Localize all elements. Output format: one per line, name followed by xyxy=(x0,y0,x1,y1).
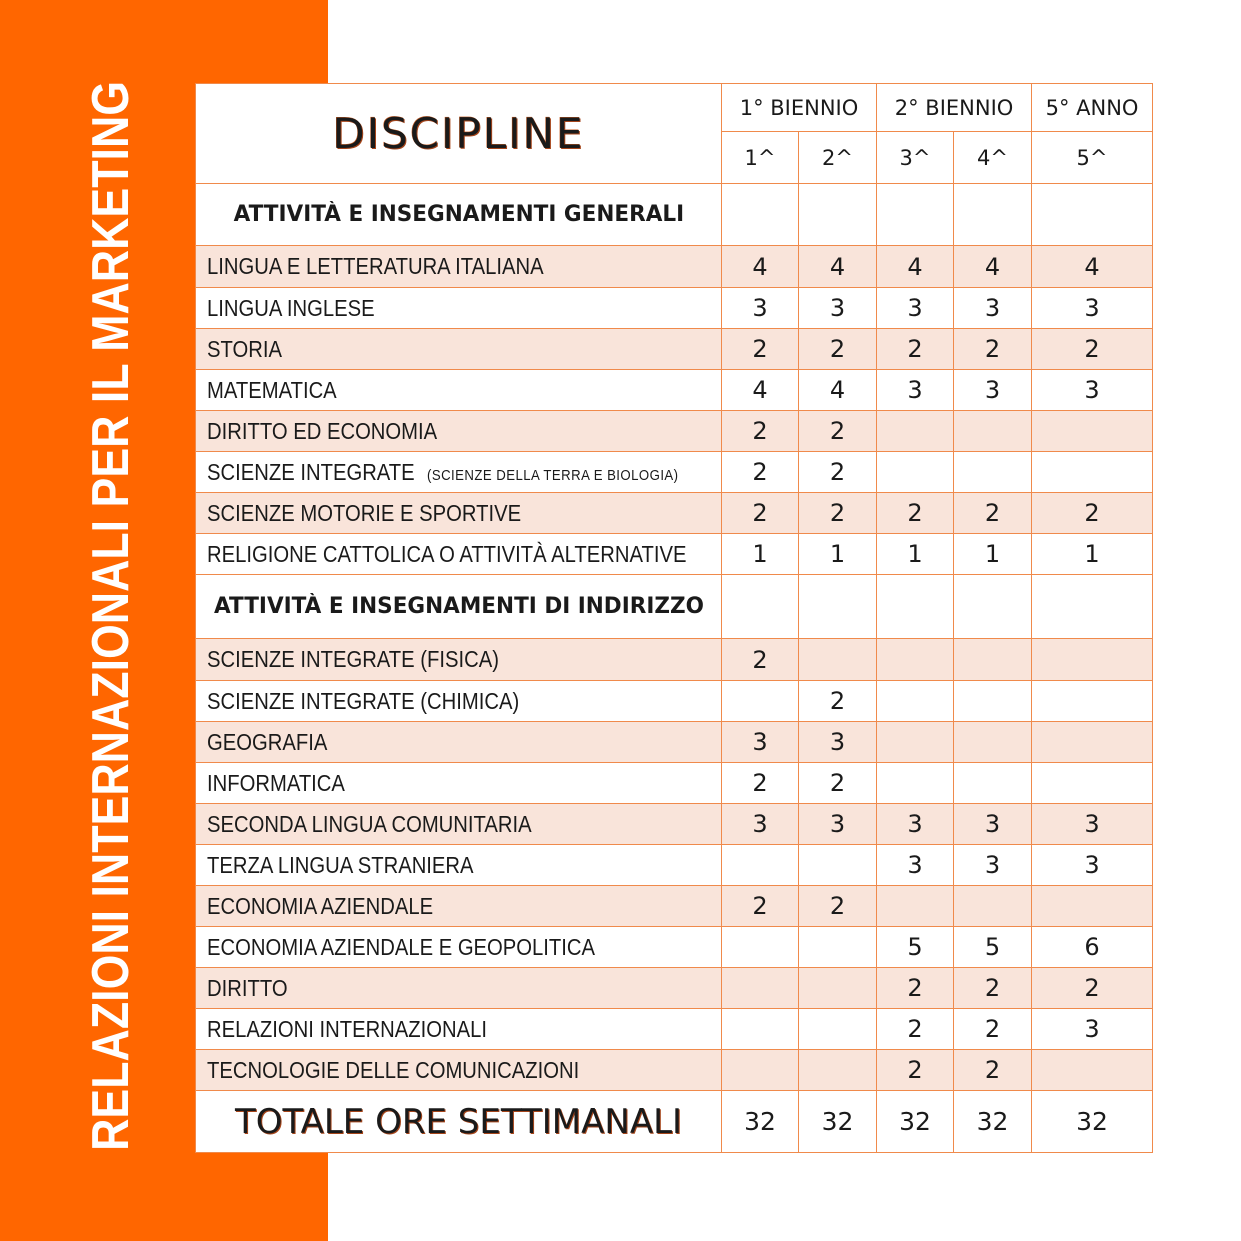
subject-cell: DIRITTO ED ECONOMIA xyxy=(196,411,722,452)
hours-cell: 6 xyxy=(1032,927,1153,968)
hours-cell: 4 xyxy=(1032,246,1153,288)
hours-cell: 2 xyxy=(1032,329,1153,370)
section-row-specialization xyxy=(196,575,1153,639)
hours-cell: 2 xyxy=(799,329,877,370)
header-row-groups xyxy=(196,84,1153,132)
hours-cell: 1 xyxy=(954,534,1032,575)
table-row xyxy=(196,681,1153,722)
table-row xyxy=(196,534,1153,575)
subject-cell: TECNOLOGIE DELLE COMUNICAZIONI xyxy=(196,1050,722,1091)
hours-cell xyxy=(722,1050,799,1091)
hours-cell xyxy=(877,639,954,681)
group-second-biennium: 2° BIENNIO xyxy=(877,84,1032,132)
subject-cell: ECONOMIA AZIENDALE E GEOPOLITICA xyxy=(196,927,722,968)
hours-cell: 3 xyxy=(954,370,1032,411)
hours-cell xyxy=(1032,411,1153,452)
table-row xyxy=(196,804,1153,845)
subject-cell: SCIENZE INTEGRATE (CHIMICA) xyxy=(196,681,722,722)
table-row xyxy=(196,329,1153,370)
curriculum-table xyxy=(195,83,1153,1153)
hours-cell: 4 xyxy=(799,246,877,288)
hours-cell: 3 xyxy=(799,804,877,845)
hours-cell: 2 xyxy=(877,493,954,534)
table-row xyxy=(196,288,1153,329)
hours-cell: 3 xyxy=(877,288,954,329)
hours-cell: 1 xyxy=(799,534,877,575)
subject-cell: INFORMATICA xyxy=(196,763,722,804)
hours-cell: 2 xyxy=(722,639,799,681)
year-1: 1^ xyxy=(722,132,799,184)
hours-cell: 5 xyxy=(954,927,1032,968)
hours-cell: 3 xyxy=(877,845,954,886)
hours-cell: 2 xyxy=(877,968,954,1009)
hours-cell: 2 xyxy=(877,1050,954,1091)
hours-cell: 3 xyxy=(954,288,1032,329)
subject-cell: LINGUA INGLESE xyxy=(196,288,722,329)
subject-cell: DIRITTO xyxy=(196,968,722,1009)
hours-cell: 5 xyxy=(877,927,954,968)
hours-cell: 2 xyxy=(799,452,877,493)
table-row xyxy=(196,452,1153,493)
hours-cell: 4 xyxy=(799,370,877,411)
hours-cell xyxy=(799,927,877,968)
hours-cell: 3 xyxy=(877,370,954,411)
section-row-general xyxy=(196,184,1153,246)
hours-cell xyxy=(877,886,954,927)
hours-cell xyxy=(877,763,954,804)
total-row xyxy=(196,1091,1153,1153)
hours-cell xyxy=(954,763,1032,804)
hours-cell xyxy=(722,845,799,886)
hours-cell xyxy=(722,927,799,968)
hours-cell xyxy=(722,968,799,1009)
table-row xyxy=(196,927,1153,968)
section-title-specialization: ATTIVITÀ E INSEGNAMENTI DI INDIRIZZO xyxy=(196,575,722,639)
hours-cell: 2 xyxy=(877,1009,954,1050)
hours-cell xyxy=(1032,681,1153,722)
subject-note: (SCIENZE DELLA TERRA E BIOLOGIA) xyxy=(427,466,679,484)
hours-cell: 2 xyxy=(722,452,799,493)
hours-cell: 2 xyxy=(799,886,877,927)
group-fifth-year: 5° ANNO xyxy=(1032,84,1153,132)
hours-cell: 3 xyxy=(1032,845,1153,886)
hours-cell xyxy=(1032,452,1153,493)
year-4: 4^ xyxy=(954,132,1032,184)
hours-cell: 2 xyxy=(722,493,799,534)
table-row xyxy=(196,639,1153,681)
hours-cell: 3 xyxy=(722,804,799,845)
subject-cell: TERZA LINGUA STRANIERA xyxy=(196,845,722,886)
table-row xyxy=(196,763,1153,804)
hours-cell: 3 xyxy=(1032,1009,1153,1050)
hours-cell: 4 xyxy=(877,246,954,288)
hours-cell: 1 xyxy=(1032,534,1153,575)
hours-cell: 2 xyxy=(1032,968,1153,1009)
hours-cell xyxy=(799,968,877,1009)
hours-cell: 2 xyxy=(722,886,799,927)
hours-cell: 3 xyxy=(799,722,877,763)
table-row xyxy=(196,370,1153,411)
hours-cell: 2 xyxy=(954,1009,1032,1050)
hours-cell: 2 xyxy=(954,329,1032,370)
hours-cell: 3 xyxy=(1032,804,1153,845)
subject-cell: RELAZIONI INTERNAZIONALI xyxy=(196,1009,722,1050)
hours-cell: 3 xyxy=(722,288,799,329)
hours-cell xyxy=(1032,1050,1153,1091)
hours-cell xyxy=(722,681,799,722)
hours-cell: 2 xyxy=(954,1050,1032,1091)
table-row xyxy=(196,886,1153,927)
hours-cell xyxy=(877,411,954,452)
hours-cell xyxy=(954,722,1032,763)
hours-cell: 1 xyxy=(877,534,954,575)
hours-cell xyxy=(954,411,1032,452)
table-row xyxy=(196,722,1153,763)
disciplines-heading: DISCIPLINE xyxy=(196,84,722,184)
hours-cell xyxy=(1032,886,1153,927)
hours-cell: 2 xyxy=(1032,493,1153,534)
subject-cell: ECONOMIA AZIENDALE xyxy=(196,886,722,927)
hours-cell xyxy=(954,452,1032,493)
subject-cell: SECONDA LINGUA COMUNITARIA xyxy=(196,804,722,845)
hours-cell: 1 xyxy=(722,534,799,575)
hours-cell: 4 xyxy=(722,370,799,411)
hours-cell: 3 xyxy=(954,804,1032,845)
subject-cell: SCIENZE MOTORIE E SPORTIVE xyxy=(196,493,722,534)
hours-cell: 3 xyxy=(954,845,1032,886)
subject-cell: LINGUA E LETTERATURA ITALIANA xyxy=(196,246,722,288)
hours-cell xyxy=(954,639,1032,681)
group-first-biennium: 1° BIENNIO xyxy=(722,84,877,132)
total-label: TOTALE ORE SETTIMANALI xyxy=(196,1091,722,1153)
hours-cell: 4 xyxy=(954,246,1032,288)
hours-cell xyxy=(799,845,877,886)
table-row xyxy=(196,845,1153,886)
hours-cell: 3 xyxy=(877,804,954,845)
hours-cell: 2 xyxy=(799,493,877,534)
subject-cell: STORIA xyxy=(196,329,722,370)
hours-cell: 2 xyxy=(722,763,799,804)
hours-cell: 2 xyxy=(954,968,1032,1009)
hours-cell xyxy=(799,639,877,681)
hours-cell: 4 xyxy=(722,246,799,288)
total-cell: 32 xyxy=(954,1091,1032,1153)
hours-cell xyxy=(1032,639,1153,681)
hours-cell: 2 xyxy=(954,493,1032,534)
table-row xyxy=(196,1009,1153,1050)
hours-cell: 3 xyxy=(1032,288,1153,329)
hours-cell xyxy=(877,681,954,722)
section-title-general: ATTIVITÀ E INSEGNAMENTI GENERALI xyxy=(196,184,722,246)
hours-cell: 2 xyxy=(722,329,799,370)
subject-cell: GEOGRAFIA xyxy=(196,722,722,763)
side-title xyxy=(80,82,142,1150)
table-row xyxy=(196,1050,1153,1091)
side-title-text: RELAZIONI INTERNAZIONALI PER IL MARKETING xyxy=(82,81,140,1151)
hours-cell: 3 xyxy=(1032,370,1153,411)
total-cell: 32 xyxy=(1032,1091,1153,1153)
hours-cell xyxy=(799,1050,877,1091)
hours-cell xyxy=(1032,763,1153,804)
hours-cell xyxy=(722,1009,799,1050)
hours-cell: 2 xyxy=(877,329,954,370)
year-2: 2^ xyxy=(799,132,877,184)
total-cell: 32 xyxy=(877,1091,954,1153)
total-cell: 32 xyxy=(722,1091,799,1153)
subject-cell: SCIENZE INTEGRATE (SCIENZE DELLA TERRA E BIOLOGIA) xyxy=(196,452,722,493)
hours-cell xyxy=(877,722,954,763)
subject-cell: RELIGIONE CATTOLICA O ATTIVITÀ ALTERNATIVE xyxy=(196,534,722,575)
hours-cell xyxy=(799,1009,877,1050)
hours-cell: 2 xyxy=(799,681,877,722)
total-cell: 32 xyxy=(799,1091,877,1153)
table-row xyxy=(196,411,1153,452)
hours-cell: 2 xyxy=(799,411,877,452)
year-5: 5^ xyxy=(1032,132,1153,184)
hours-cell xyxy=(1032,722,1153,763)
hours-cell xyxy=(954,886,1032,927)
hours-cell: 3 xyxy=(722,722,799,763)
table-row xyxy=(196,493,1153,534)
subject-cell: MATEMATICA xyxy=(196,370,722,411)
hours-cell xyxy=(954,681,1032,722)
year-3: 3^ xyxy=(877,132,954,184)
hours-cell: 2 xyxy=(799,763,877,804)
hours-cell: 2 xyxy=(722,411,799,452)
table-row xyxy=(196,246,1153,288)
table-row xyxy=(196,968,1153,1009)
subject-cell: SCIENZE INTEGRATE (FISICA) xyxy=(196,639,722,681)
hours-cell xyxy=(877,452,954,493)
hours-cell: 3 xyxy=(799,288,877,329)
